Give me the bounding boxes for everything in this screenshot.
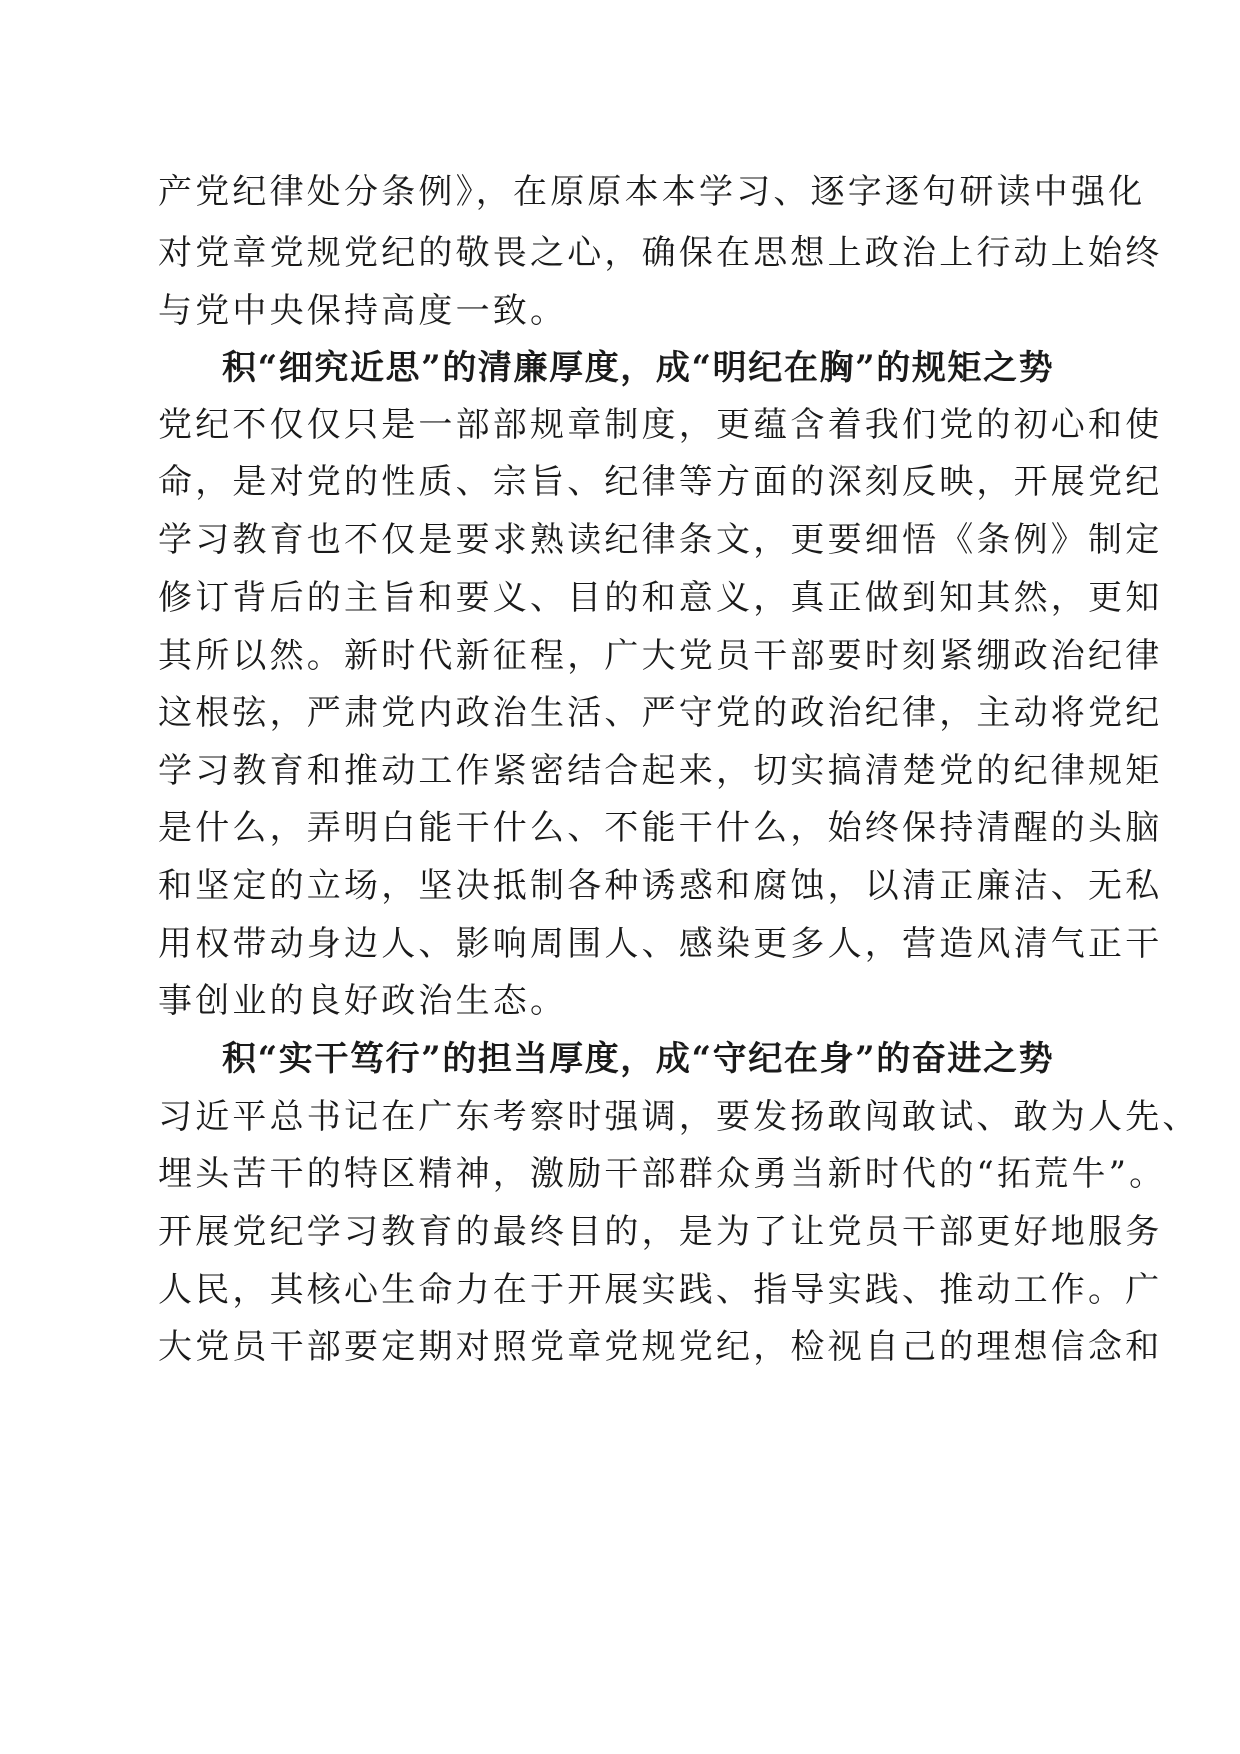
text-line: 习近平总书记在广东考察时强调，要发扬敢闯敢试、敢为人先、 <box>158 1097 1200 1137</box>
text-line: 其所以然。新时代新征程，广大党员干部要时刻紧绷政治纪律 <box>158 636 1163 676</box>
section-heading: 积“实干笃行”的担当厚度，成“守纪在身”的奋进之势 <box>222 1039 1055 1079</box>
text-line: 埋头苦干的特区精神，激励干部群众勇当新时代的“拓荒牛”。 <box>158 1154 1167 1194</box>
text-line: 开展党纪学习教育的最终目的，是为了让党员干部更好地服务 <box>158 1212 1163 1252</box>
text-line: 是什么，弄明白能干什么、不能干什么，始终保持清醒的头脑 <box>158 808 1163 848</box>
section-heading: 积“细究近思”的清廉厚度，成“明纪在胸”的规矩之势 <box>222 348 1055 388</box>
text-line: 学习教育也不仅是要求熟读纪律条文，更要细悟《条例》制定 <box>158 520 1163 560</box>
text-line: 和坚定的立场，坚决抵制各种诱惑和腐蚀，以清正廉洁、无私 <box>158 866 1163 906</box>
text-line: 党纪不仅仅只是一部部规章制度，更蕴含着我们党的初心和使 <box>158 405 1163 445</box>
text-line: 这根弦，严肃党内政治生活、严守党的政治纪律，主动将党纪 <box>158 693 1163 733</box>
text-line: 人民，其核心生命力在于开展实践、指导实践、推动工作。广 <box>158 1270 1163 1310</box>
text-line: 与党中央保持高度一致。 <box>158 291 568 331</box>
text-line: 事创业的良好政治生态。 <box>158 981 568 1021</box>
text-line: 产党纪律处分条例》，在原原本本学习、逐字逐句研读中强化 <box>158 172 1146 212</box>
text-line: 修订背后的主旨和要义、目的和意义，真正做到知其然，更知 <box>158 578 1163 618</box>
text-line: 命，是对党的性质、宗旨、纪律等方面的深刻反映，开展党纪 <box>158 462 1163 502</box>
text-line: 用权带动身边人、影响周围人、感染更多人，营造风清气正干 <box>158 924 1163 964</box>
text-line: 对党章党规党纪的敬畏之心，确保在思想上政治上行动上始终 <box>158 233 1163 273</box>
text-line: 大党员干部要定期对照党章党规党纪，检视自己的理想信念和 <box>158 1327 1163 1367</box>
text-line: 学习教育和推动工作紧密结合起来，切实搞清楚党的纪律规矩 <box>158 751 1163 791</box>
